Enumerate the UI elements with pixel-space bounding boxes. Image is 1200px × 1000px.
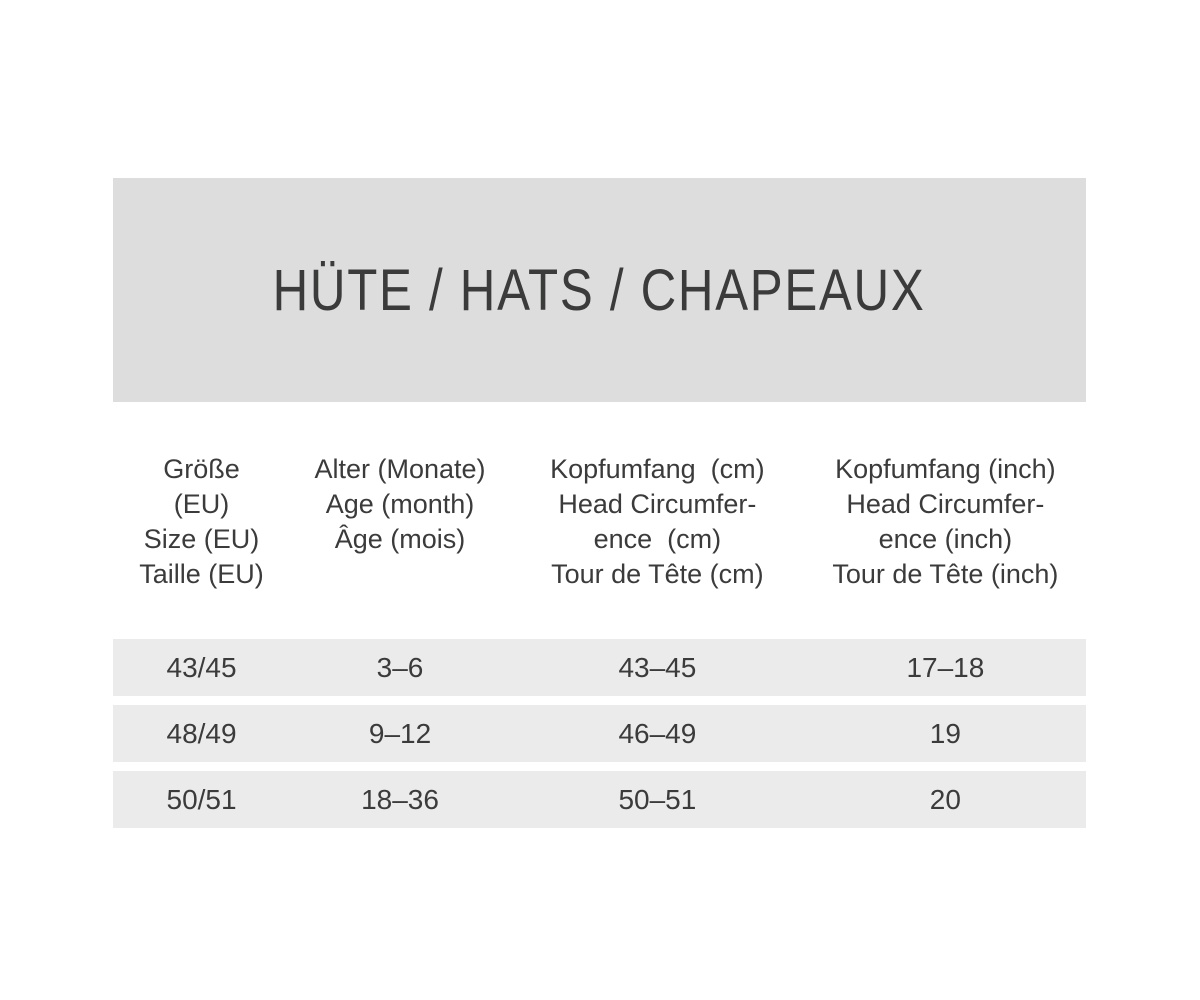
cell-age: 9–12 <box>368 717 432 749</box>
column-header-age <box>290 452 510 557</box>
header-line: Age (month) <box>325 489 475 519</box>
cell-head-inch: 17–18 <box>906 651 985 683</box>
column-header-head-circumference-cm <box>510 452 805 592</box>
header-line: Größe <box>163 454 240 484</box>
table-body <box>113 639 1086 837</box>
header-line: Kopfumfang (cm) <box>550 454 765 484</box>
header-line: Tour de Tête (cm) <box>551 559 764 589</box>
header-line: Âge (mois) <box>334 524 466 554</box>
cell-head-cm: 50–51 <box>618 783 697 815</box>
header-line: Alter (Monate) <box>314 454 486 484</box>
header-line: Head Circumfer- <box>558 489 757 519</box>
title-banner <box>113 178 1086 402</box>
column-header-size-eu <box>113 452 290 592</box>
column-header-head-circumference-inch <box>805 452 1086 592</box>
header-line: Head Circumfer- <box>846 489 1045 519</box>
cell-head-inch: 20 <box>929 783 961 815</box>
table-row <box>113 771 1086 828</box>
header-line: Taille (EU) <box>139 559 264 589</box>
header-line: ence (cm) <box>593 524 722 554</box>
page-title: HÜTE / HATS / CHAPEAUX <box>273 257 926 323</box>
table-row <box>113 705 1086 762</box>
cell-size-eu: 50/51 <box>166 783 237 815</box>
cell-head-cm: 46–49 <box>618 717 697 749</box>
cell-head-cm: 43–45 <box>618 651 697 683</box>
header-line: Tour de Tête (inch) <box>832 559 1059 589</box>
header-line: (EU) <box>173 489 230 519</box>
cell-size-eu: 48/49 <box>166 717 237 749</box>
table-header <box>113 452 1086 592</box>
header-line: Size (EU) <box>143 524 260 554</box>
cell-age: 3–6 <box>376 651 424 683</box>
header-line: ence (inch) <box>878 524 1013 554</box>
header-line: Kopfumfang (inch) <box>835 454 1056 484</box>
cell-age: 18–36 <box>361 783 439 815</box>
table-row <box>113 639 1086 696</box>
cell-head-inch: 19 <box>929 717 961 749</box>
cell-size-eu: 43/45 <box>166 651 237 683</box>
